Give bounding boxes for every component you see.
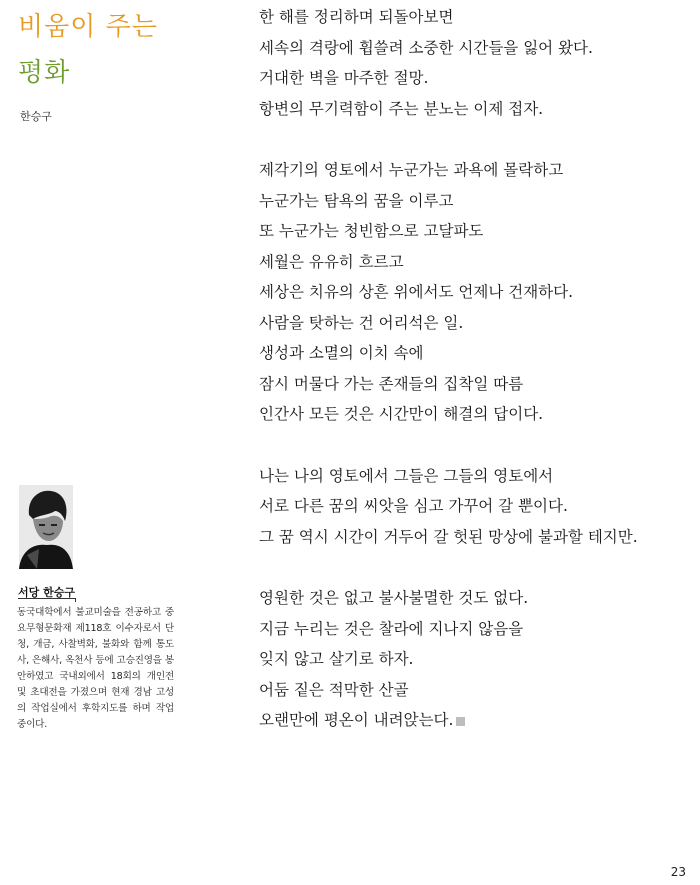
bio-text: 동국대학에서 불교미술을 전공하고 중요무형문화재 제118호 이수자로서 단청, 개금, 사찰벽화, 불화와 함께 통도사, 은해사, 옥천사 등에 고승진영을 봉안하였고 국내외에서 18회의 개인전 및 초대전을 가졌으며 현재 경남 고성의 작업실에서 후학지도를 하며 작업 중이다. — [17, 607, 174, 730]
poem-line: 또 누군가는 청빈함으로 고달파도 — [259, 222, 484, 240]
poem-line: 지금 누리는 것은 찰라에 지나지 않음을 — [259, 619, 524, 638]
poem-line: 나는 나의 영토에서 그들은 그들의 영토에서 — [259, 466, 554, 485]
bio-divider — [18, 598, 76, 602]
poem-line: 잠시 머물다 가는 존재들의 집착일 따름 — [259, 374, 524, 393]
poem-line: 세월은 유유히 흐르고 — [259, 252, 404, 271]
poem-line: 그 꿈 역시 시간이 거두어 갈 헛된 망상에 불과할 테지만. — [259, 527, 638, 546]
title-line-1: 비움이 주는 — [18, 12, 158, 42]
poem-line: 제각기의 영토에서 누군가는 과욕에 몰락하고 — [259, 161, 564, 179]
stanza-2 — [259, 155, 689, 430]
poem-body — [259, 2, 689, 767]
author-portrait-image — [19, 485, 73, 569]
poem-line: 서로 다른 꿈의 씨앗을 심고 가꾸어 갈 뿐이다. — [259, 497, 568, 515]
poem-line: 항변의 무기력함이 주는 분노는 이제 접자. — [259, 99, 544, 118]
poem-line: 생성과 소멸의 이치 속에 — [259, 344, 424, 362]
poem-line-text: 오랜만에 평온이 내려앉는다. — [259, 711, 454, 729]
stanza-1 — [259, 2, 689, 124]
poem-last-line — [259, 705, 689, 736]
bio-heading: 서당 한승구 — [18, 586, 75, 599]
author-name: 한승구 — [20, 110, 52, 123]
stanza-4 — [259, 583, 689, 736]
title-line-2: 평화 — [18, 58, 71, 88]
page-number: 23 — [670, 865, 686, 879]
poem-line: 사람을 탓하는 건 어리석은 일. — [259, 313, 464, 332]
poem-line: 세상은 치유의 상흔 위에서도 언제나 건재하다. — [259, 283, 574, 301]
poem-line: 영원한 것은 없고 불사불멸한 것도 없다. — [259, 589, 529, 607]
poem-line: 인간사 모든 것은 시간만이 해결의 답이다. — [259, 405, 544, 423]
poem-line: 누군가는 탐욕의 꿈을 이루고 — [259, 191, 454, 210]
stanza-3 — [259, 461, 689, 553]
poem-line: 거대한 벽을 마주한 절망. — [259, 69, 429, 87]
poem-line: 잊지 않고 살기로 하자. — [259, 650, 414, 668]
poem-line: 한 해를 정리하며 되돌아보면 — [259, 8, 454, 26]
poem-line: 세속의 격랑에 휩쓸려 소중한 시간들을 잃어 왔다. — [259, 38, 593, 57]
end-mark-icon — [456, 717, 465, 726]
author-photo — [19, 485, 73, 569]
poem-line: 어둠 짙은 적막한 산골 — [259, 680, 409, 699]
